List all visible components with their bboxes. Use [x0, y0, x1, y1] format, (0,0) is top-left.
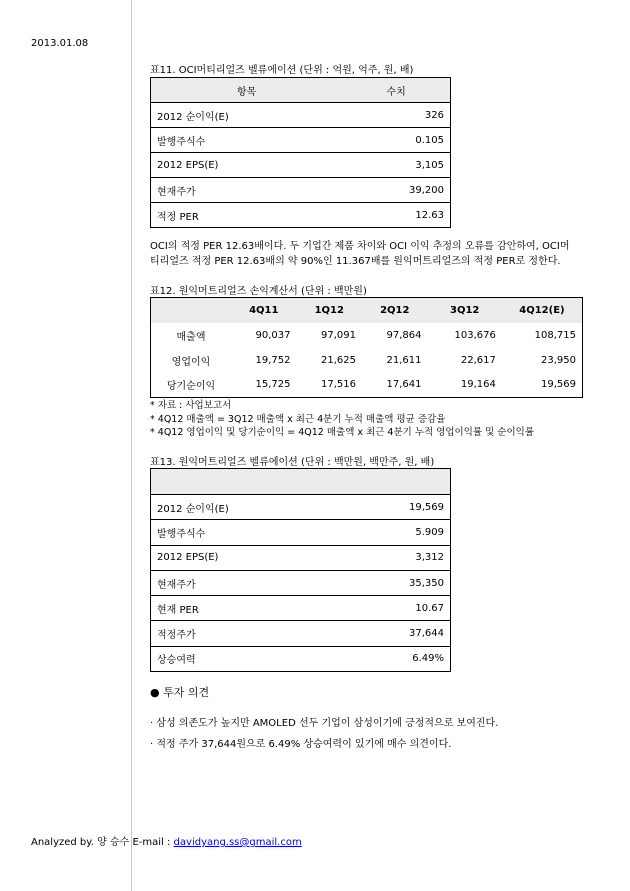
- row-value: 5.909: [342, 520, 450, 545]
- cell: 15,725: [255, 379, 291, 391]
- row-value: 12.63: [342, 203, 450, 228]
- column-header: 항목: [151, 78, 343, 103]
- row-label: 현재 PER: [151, 596, 343, 621]
- note-line: * 자료 : 사업보고서: [150, 400, 232, 411]
- row-value: 35,350: [342, 570, 450, 595]
- table12-notes: [150, 399, 534, 440]
- table-row: [151, 203, 451, 228]
- blank-header: [151, 469, 451, 495]
- note-line: * 4Q12 영업이익 및 당기순이익 = 4Q12 매출액 x 최근 4분기 누적 영업이익률 및 순이익률: [150, 427, 535, 438]
- row-value: 39,200: [342, 178, 450, 203]
- table13-caption: 표13. 원익머트리얼즈 벨류에이션 (단위 : 백만원, 백만주, 원, 배): [150, 457, 435, 468]
- table-row: [151, 495, 451, 520]
- analyst-label: Analyzed by. 양 승수 E-mail :: [31, 837, 174, 848]
- cell: 19,752: [255, 354, 291, 366]
- table13: [150, 468, 451, 672]
- row-label: 현재주가: [151, 178, 343, 203]
- cell: 19,569: [541, 379, 576, 391]
- row-label: 2012 EPS(E): [151, 545, 343, 570]
- row-value: 10.67: [342, 596, 450, 621]
- table-row: [151, 153, 451, 178]
- column-header: 4Q12(E): [502, 298, 583, 323]
- report-date: 2013.01.08: [31, 38, 89, 49]
- table11: [150, 77, 451, 228]
- cell: 22,617: [460, 354, 496, 366]
- row-label: 2012 EPS(E): [151, 153, 343, 178]
- cell: 21,611: [386, 354, 422, 366]
- row-label: 2012 순이익(E): [151, 103, 343, 128]
- table-row: [151, 373, 583, 398]
- cell: 108,715: [534, 329, 576, 341]
- table-row: [151, 103, 451, 128]
- cell: 17,516: [321, 379, 356, 391]
- footer: [31, 833, 302, 848]
- opinion-bullet: · 삼성 의존도가 높지만 AMOLED 선두 기업이 삼성이기에 긍정적으로 보여진다.: [150, 718, 499, 729]
- column-header: 3Q12: [428, 298, 502, 323]
- table-row: [151, 621, 451, 646]
- table-row: [151, 570, 451, 595]
- row-label: 영업이익: [171, 356, 211, 368]
- table-row: [151, 646, 451, 671]
- table-row: [151, 323, 583, 348]
- row-label: 당기순이익: [166, 381, 216, 393]
- cell: 17,641: [386, 379, 422, 391]
- cell: 19,164: [460, 379, 496, 391]
- per-explanation: [150, 239, 590, 269]
- column-header: 수치: [342, 78, 450, 103]
- row-value: 326: [342, 103, 450, 128]
- table-header-row: [151, 78, 451, 103]
- table-row: [151, 596, 451, 621]
- column-header: 1Q12: [297, 298, 363, 323]
- row-label: 발행주식수: [151, 128, 343, 153]
- paragraph-line: 티리얼즈 적정 PER 12.63배의 약 90%인 11.367배를 원익머트리얼즈의 적정 PER로 정한다.: [150, 256, 561, 267]
- opinion-heading: ● 투자 의견: [150, 686, 210, 699]
- cell: 23,950: [541, 354, 576, 366]
- cell: 21,625: [321, 354, 356, 366]
- table-row: [151, 520, 451, 545]
- table-header-row: [151, 469, 451, 495]
- email-link[interactable]: davidyang.ss@gmail.com: [173, 837, 302, 848]
- row-label: 2012 순이익(E): [151, 495, 343, 520]
- table-row: [151, 128, 451, 153]
- table12: [150, 297, 583, 398]
- table-header-row: [151, 298, 583, 323]
- column-header: 2Q12: [362, 298, 428, 323]
- row-label: 발행주식수: [151, 520, 343, 545]
- row-label: 상승여력: [151, 646, 343, 671]
- paragraph-line: OCI의 적정 PER 12.63배이다. 두 기업간 제품 차이와 OCI 이익 추정의 오류를 감안하여, OCI머: [150, 241, 570, 252]
- row-label: 매출액: [176, 331, 206, 343]
- table11-caption: 표11. OCI머티리얼즈 벨류에이션 (단위 : 억원, 억주, 원, 배): [150, 65, 414, 76]
- row-value: 19,569: [342, 495, 450, 520]
- cell: 97,091: [321, 329, 356, 341]
- row-value: 3,105: [342, 153, 450, 178]
- table-row: [151, 545, 451, 570]
- opinion-bullet: · 적정 주가 37,644원으로 6.49% 상승여력이 있기에 매수 의견이다.: [150, 739, 452, 750]
- column-header: 4Q11: [231, 298, 297, 323]
- row-value: 0.105: [342, 128, 450, 153]
- row-value: 6.49%: [342, 646, 450, 671]
- table12-caption: 표12. 원익머트리얼즈 손익계산서 (단위 : 백만원): [150, 286, 367, 297]
- note-line: * 4Q12 매출액 = 3Q12 매출액 x 최근 4분기 누적 매출액 평균 증감율: [150, 413, 446, 425]
- row-value: 3,312: [342, 545, 450, 570]
- column-header: [151, 298, 232, 323]
- row-label: 적정 PER: [151, 203, 343, 228]
- cell: 90,037: [255, 329, 291, 341]
- row-value: 37,644: [342, 621, 450, 646]
- cell: 103,676: [454, 329, 496, 341]
- row-label: 적정주가: [151, 621, 343, 646]
- table-row: [151, 178, 451, 203]
- table-row: [151, 348, 583, 373]
- cell: 97,864: [386, 329, 422, 341]
- row-label: 현재주가: [151, 570, 343, 595]
- margin-line: [131, 0, 132, 891]
